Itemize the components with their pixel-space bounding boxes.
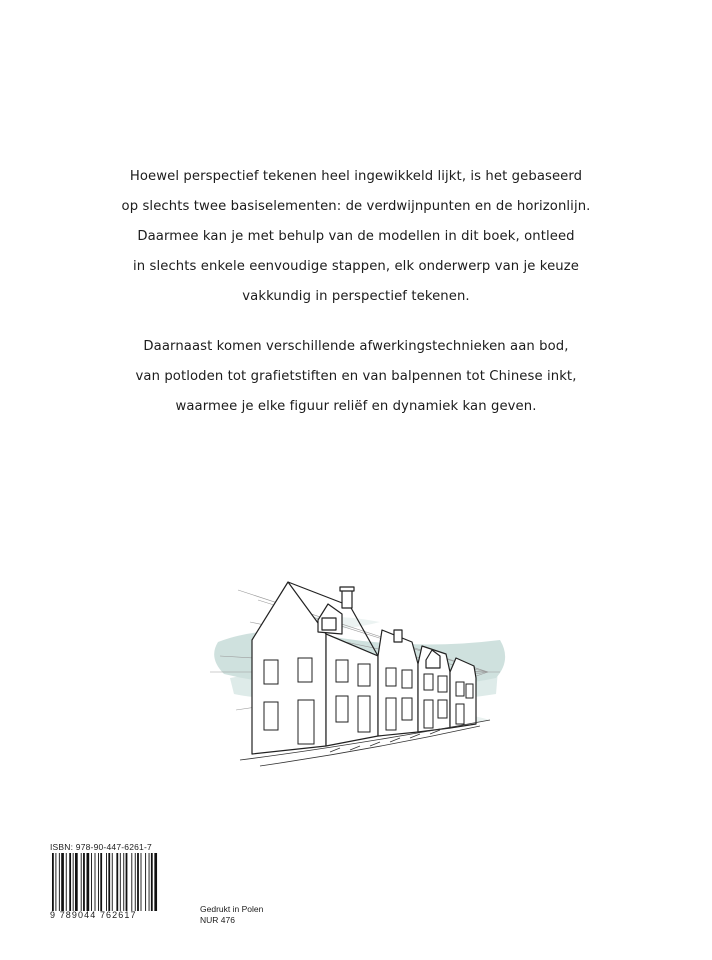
print-info — [200, 904, 263, 926]
blurb-line: Daarnaast komen verschillende afwerkingstechnieken aan bod, — [143, 339, 569, 354]
barcode-icon — [50, 853, 192, 911]
blurb-line: van potloden tot grafietstiften en van balpennen tot Chinese inkt, — [135, 369, 577, 384]
blurb-line: in slechts enkele eenvoudige stappen, elk onderwerp van je keuze — [133, 259, 579, 274]
barcode-block — [50, 842, 192, 920]
barcode-digits: 9 789044 762617 — [50, 910, 137, 920]
printed-in-label: Gedrukt in Polen — [200, 904, 264, 914]
blurb-line: vakkundig in perspectief tekenen. — [242, 289, 470, 304]
nur-label: NUR 476 — [200, 915, 235, 925]
blurb-paragraph-1 — [0, 162, 712, 312]
blurb-line: waarmee je elke figuur reliëf en dynamiek kan geven. — [175, 399, 537, 414]
blurb-paragraph-2 — [0, 332, 712, 422]
isbn-label: ISBN: 978-90-447-6261-7 — [50, 842, 152, 852]
blurb-line: Hoewel perspectief tekenen heel ingewikkeld lijkt, is het gebaseerd — [129, 169, 583, 184]
perspective-houses-sketch-icon — [200, 560, 520, 780]
blurb-line: op slechts twee basiselementen: de verdwijnpunten en de horizonlijn. — [121, 199, 591, 214]
blurb-line: Daarmee kan je met behulp van de modellen in dit boek, ontleed — [137, 229, 575, 244]
